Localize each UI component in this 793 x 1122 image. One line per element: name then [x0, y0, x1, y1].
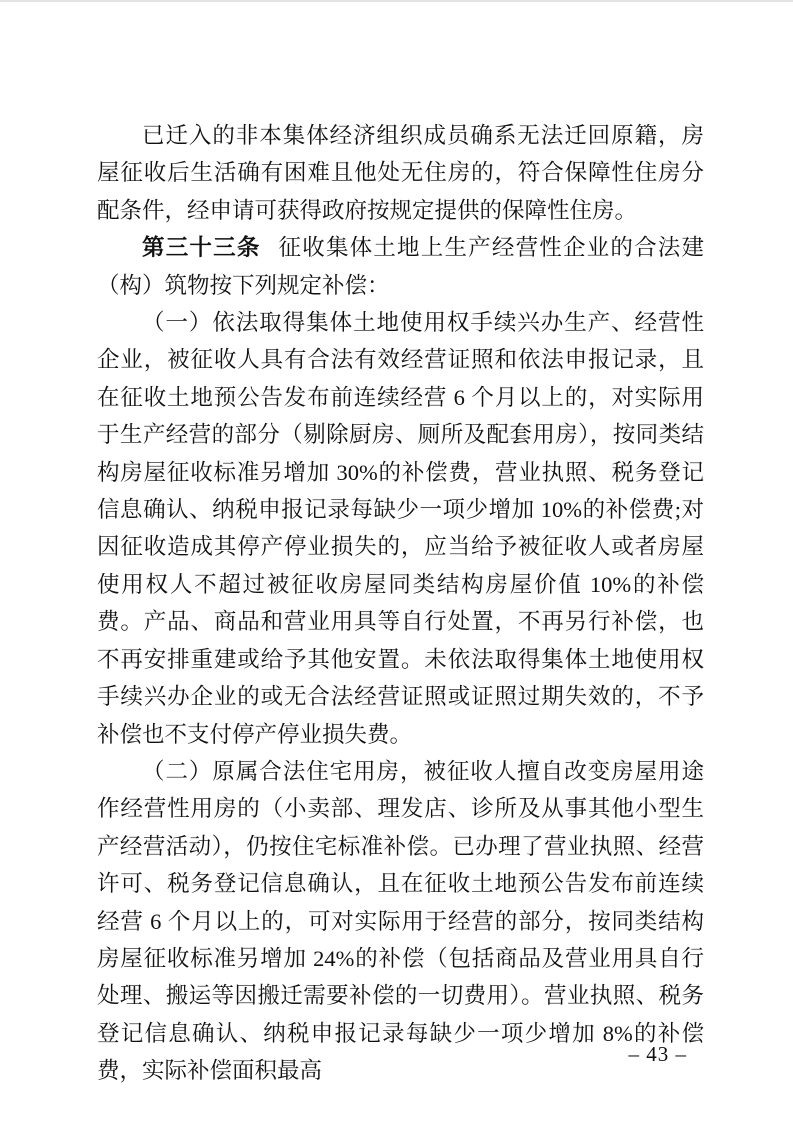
paragraph-item-2-converted-residence: （二）原属合法住宅用房，被征收人擅自改变房屋用途作经营性用房的（小卖部、理发店、诊所及从事其他小型生产经营活动），仍按住宅标准补偿。已办理了营业执照、经营许可、税务登记信息确认，且在征收土地预公告发布前连续经营 6 个月以上的，可对实际用于经营的部分，按同类结构房屋征收标准另增加 24%的补偿（包括商品及营业用具自行处理、搬运等因搬迁需要补偿的一切费用）。营业执照、税务登记信息确认、纳税申报记录每缺少一项少增加 8%的补偿费，实际补偿面积最高: [97, 758, 704, 1084]
paragraph-resettlement-housing: 已迁入的非本集体经济组织成员确系无法迁回原籍，房屋征收后生活确有困难且他处无住房的，符合保障性住房分配条件，经申请可获得政府按规定提供的保障性住房。: [97, 123, 704, 223]
scan-edge-artifact: [0, 0, 793, 2]
paragraph-item-1-business-premises: （一）依法取得集体土地使用权手续兴办生产、经营性企业，被征收人具有合法有效经营证照和依法申报记录，且在征收土地预公告发布前连续经营 6 个月以上的，对实际用于生产经营的部分（剔除厨房、厕所及配套用房），按同类结构房屋征收标准另增加 30%的补偿费，营业执照、税务登记信息确认、纳税申报记录每缺少一项少增加 10%的补偿费;对因征收造成其停产停业损失的，应当给予被征收人或者房屋使用权人不超过被征收房屋同类结构房屋价值 10%的补偿费。产品、商品和营业用具等自行处置，不再另行补偿，也不再安排重建或给予其他安置。未依法取得集体土地使用权手续兴办企业的或无合法经营证照或证照过期失效的，不予补偿也不支付停产停业损失费。: [97, 310, 704, 747]
page-number: – 43 –: [628, 1042, 687, 1066]
paragraph-article-33: [97, 229, 704, 304]
document-body: [97, 117, 704, 1090]
article-33-text: 征收集体土地上生产经营性企业的合法建（构）筑物按下列规定补偿：: [97, 235, 704, 298]
article-33-number: 第三十三条: [142, 235, 261, 261]
